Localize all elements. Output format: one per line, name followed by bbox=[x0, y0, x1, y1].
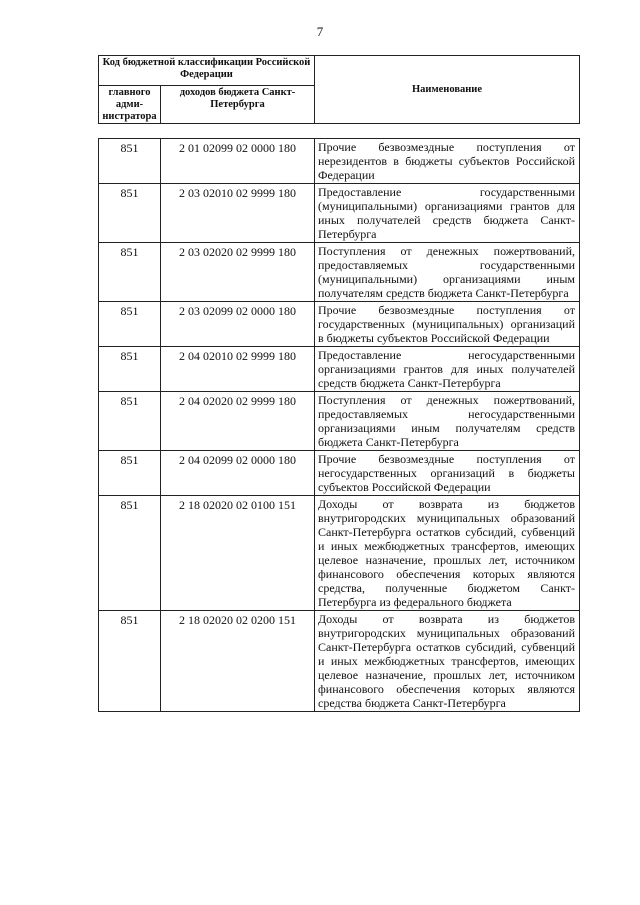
admin-code-cell: 851 bbox=[99, 243, 161, 302]
admin-code-cell: 851 bbox=[99, 392, 161, 451]
admin-code-cell: 851 bbox=[99, 139, 161, 184]
table-row bbox=[99, 496, 580, 611]
income-code-cell: 2 01 02099 02 0000 180 bbox=[161, 139, 315, 184]
admin-code-cell: 851 bbox=[99, 611, 161, 712]
table-row bbox=[99, 184, 580, 243]
income-name-cell: Прочие безвозмездные поступления от нерезидентов в бюджеты субъектов Российской Федерации bbox=[315, 139, 580, 184]
income-name-cell: Доходы от возврата из бюджетов внутригородских муниципальных образований Санкт-Петербурга остатков субсидий, субвенций и иных межбюджетных трансфертов, имеющих целевое назначение, прошлых лет, источником финансового обеспечения которых являются средства, полученные бюджетом Санкт-Петербурга из федерального бюджета bbox=[315, 496, 580, 611]
table-row bbox=[99, 139, 580, 184]
income-code-cell: 2 04 02010 02 9999 180 bbox=[161, 347, 315, 392]
table-row bbox=[99, 302, 580, 347]
header-income-column: доходов бюджета Санкт-Петербурга bbox=[161, 86, 315, 124]
income-codes-table bbox=[98, 138, 580, 712]
table-row bbox=[99, 611, 580, 712]
table-row bbox=[99, 243, 580, 302]
income-code-cell: 2 04 02099 02 0000 180 bbox=[161, 451, 315, 496]
income-code-cell: 2 03 02020 02 9999 180 bbox=[161, 243, 315, 302]
table-row bbox=[99, 347, 580, 392]
admin-code-cell: 851 bbox=[99, 347, 161, 392]
table-row bbox=[99, 451, 580, 496]
table-header bbox=[98, 55, 580, 124]
income-name-cell: Прочие безвозмездные поступления от государственных (муниципальных) организаций в бюджеты субъектов Российской Федерации bbox=[315, 302, 580, 347]
income-name-cell: Предоставление государственными (муниципальными) организациями грантов для иных получателей средств бюджета Санкт-Петербурга bbox=[315, 184, 580, 243]
header-admin-column: главного адми-нистратора bbox=[99, 86, 161, 124]
income-code-cell: 2 18 02020 02 0100 151 bbox=[161, 496, 315, 611]
admin-code-cell: 851 bbox=[99, 451, 161, 496]
income-code-cell: 2 03 02099 02 0000 180 bbox=[161, 302, 315, 347]
admin-code-cell: 851 bbox=[99, 184, 161, 243]
income-name-cell: Поступления от денежных пожертвований, предоставляемых негосударственными организациями иным получателям средств бюджета Санкт-Петербурга bbox=[315, 392, 580, 451]
income-name-cell: Доходы от возврата из бюджетов внутригородских муниципальных образований Санкт-Петербурга остатков субсидий, субвенций и иных межбюджетных трансфертов, имеющих целевое назначение, прошлых лет, источником финансового обеспечения которых являются средства бюджета Санкт-Петербурга bbox=[315, 611, 580, 712]
income-code-cell: 2 04 02020 02 9999 180 bbox=[161, 392, 315, 451]
admin-code-cell: 851 bbox=[99, 302, 161, 347]
header-name-column: Наименование bbox=[315, 56, 580, 124]
income-name-cell: Предоставление негосударственными организациями грантов для иных получателей средств бюджета Санкт-Петербурга bbox=[315, 347, 580, 392]
page-number: 7 bbox=[316, 24, 324, 39]
income-code-cell: 2 03 02010 02 9999 180 bbox=[161, 184, 315, 243]
income-name-cell: Прочие безвозмездные поступления от негосударственных организаций в бюджеты субъектов Российской Федерации bbox=[315, 451, 580, 496]
income-name-cell: Поступления от денежных пожертвований, предоставляемых государственными (муниципальными) организациями иным получателям средств бюджета Санкт-Петербурга bbox=[315, 243, 580, 302]
admin-code-cell: 851 bbox=[99, 496, 161, 611]
header-group-label: Код бюджетной классификации Российской Федерации bbox=[99, 56, 315, 86]
income-code-cell: 2 18 02020 02 0200 151 bbox=[161, 611, 315, 712]
table-row bbox=[99, 392, 580, 451]
